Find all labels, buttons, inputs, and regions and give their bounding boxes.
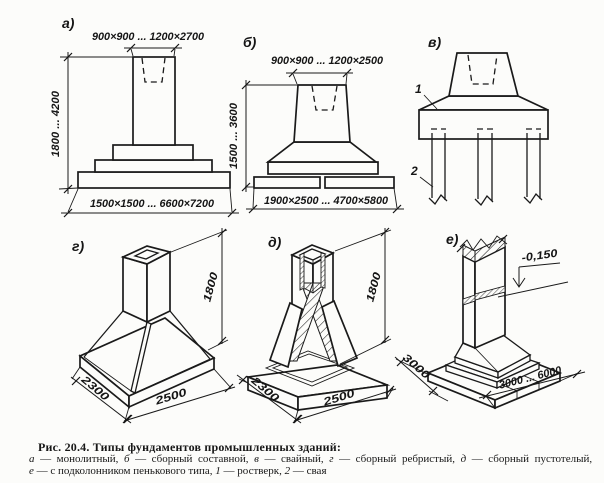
legend-desc: — свая xyxy=(292,465,327,477)
legend-item xyxy=(461,453,593,465)
callout-pile: 2 xyxy=(411,164,418,178)
legend-desc: — сборный пустотелый, xyxy=(471,453,593,465)
figure-e-level-mark xyxy=(498,247,568,297)
figure-a-label: а) xyxy=(62,15,75,31)
legend-key: 1 xyxy=(215,465,221,477)
legend-desc: — сборный составной, xyxy=(135,453,249,465)
figure-a-dim-top xyxy=(92,31,205,56)
figure-b-dim-bottom xyxy=(246,188,404,213)
legend-key: е xyxy=(29,465,34,477)
figure-b-dim-top xyxy=(271,55,384,84)
dim-top-label: 900×900 ... 1200×2700 xyxy=(92,31,205,43)
legend-key: д xyxy=(460,453,467,465)
figure-g-label: г) xyxy=(72,238,85,254)
figure-d xyxy=(237,228,396,423)
legend-desc: — сборный ребристый, xyxy=(339,453,456,465)
figure-b-dim-left xyxy=(228,80,298,192)
piles xyxy=(429,139,542,205)
legend-key: г xyxy=(329,453,334,465)
dim-bottom-label: 1500×1500 ... 6600×7200 xyxy=(90,198,215,210)
legend-key: б xyxy=(123,453,130,465)
figure-a-dim-bottom xyxy=(61,189,239,217)
level-mark-label: -0,150 xyxy=(520,248,554,265)
caption-legend-line-1 xyxy=(29,453,592,465)
dim-width-label: 2500 xyxy=(322,389,349,409)
figure-b-drawing xyxy=(254,85,394,188)
legend-item xyxy=(29,453,118,465)
legend-desc: — монолитный, xyxy=(40,453,119,465)
dim-width-label: 3000 ... 6000 xyxy=(497,364,564,392)
legend-key: 2 xyxy=(284,465,291,477)
dim-left-label: 1800 ... 4200 xyxy=(50,92,62,157)
legend-item xyxy=(124,453,249,465)
legend-item xyxy=(254,453,324,465)
figure-e-label: е) xyxy=(446,231,459,247)
legend-desc: — с подколонником пенькового типа, xyxy=(36,465,213,477)
figure-v xyxy=(410,34,548,205)
dim-depth-label: 3000 xyxy=(399,351,427,377)
figure-v-drawing xyxy=(419,53,548,205)
legend-item xyxy=(215,465,282,477)
dim-bottom-label: 1900×2500 ... 4700×5800 xyxy=(264,195,389,207)
figure-a-drawing xyxy=(78,57,230,188)
figure-caption xyxy=(29,441,592,477)
legend-key: а xyxy=(29,453,35,465)
figure-e xyxy=(395,231,585,408)
caption-legend-line-2 xyxy=(29,465,592,477)
figure-v-label: в) xyxy=(428,34,442,50)
dim-height-label: 1800 xyxy=(201,276,220,304)
legend-item xyxy=(329,453,455,465)
figure-g xyxy=(71,228,235,423)
dim-width-label: 2500 xyxy=(154,388,181,408)
figure-b-label: б) xyxy=(243,34,257,50)
cavity-wall-hatch xyxy=(300,253,304,290)
legend-item xyxy=(29,465,213,477)
figure-g-drawing xyxy=(80,246,214,407)
callout-rostverk: 1 xyxy=(415,82,422,96)
dim-left-label: 1500 ... 3600 xyxy=(228,104,240,169)
dim-height-label: 1800 xyxy=(364,276,383,304)
figure-b xyxy=(228,34,404,213)
legend-desc: — ростверк, xyxy=(223,465,282,477)
dim-top-label: 900×900 ... 1200×2500 xyxy=(271,55,384,67)
dim-depth-label: 2300 xyxy=(248,374,276,400)
caption-title: Рис. 20.4. Типы фундаментов промышленных зданий: xyxy=(38,440,342,454)
figure-d-label: д) xyxy=(268,234,282,250)
legend-key: в xyxy=(254,453,259,465)
figure-a xyxy=(50,15,239,217)
legend-item xyxy=(285,465,327,477)
legend-desc: — свайный, xyxy=(264,453,324,465)
cavity-wall-hatch xyxy=(321,253,325,288)
dim-depth-label: 2300 xyxy=(78,373,106,399)
